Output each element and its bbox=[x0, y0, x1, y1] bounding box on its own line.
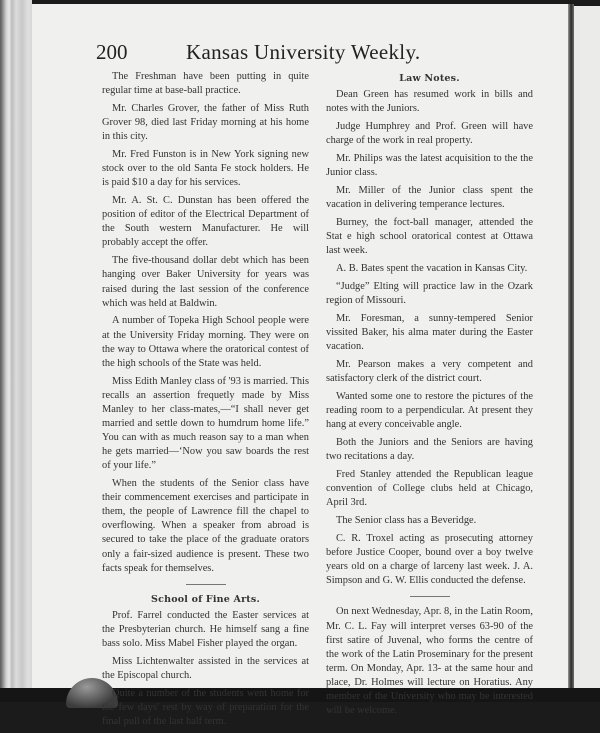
news-item: The five-thousand dollar debt which has been hanging over Baker University for years was raised during the last session of the conference which was held at Baldwin. bbox=[102, 255, 309, 309]
news-item: Mr. Miller of the Junior class spent the vacation in delivering temperance lectures. bbox=[326, 185, 533, 211]
news-item: Fred Stanley attended the Republican league convention of College clubs held at Chicago, April 3rd. bbox=[326, 469, 533, 509]
news-item: Judge Humphrey and Prof. Green will have charge of the work in real property. bbox=[326, 121, 533, 147]
news-item: When the students of the Senior class have their commencement exercises and participate in them, the people of Lawrence fill the chapel to overflowing. When a speaker from abroad is secured to take the place of the graduate orators only a fair-sized audience is present. These two facts speak for themselves. bbox=[102, 478, 309, 574]
news-item: The Senior class has a Beveridge. bbox=[336, 515, 477, 527]
news-item: Mr. Philips was the latest acquisition to the the Junior class. bbox=[326, 153, 533, 179]
news-item: Miss Lichtenwalter assisted in the services at the Episcopal church. bbox=[102, 655, 309, 682]
section-heading-fine-arts: School of Fine Arts. bbox=[151, 593, 260, 605]
news-item: Mr. Charles Grover, the father of Miss Ruth Grover 98, died last Friday morning at his home in this city. bbox=[102, 102, 309, 143]
book-page-edges bbox=[0, 0, 32, 702]
section-divider bbox=[186, 584, 226, 585]
news-item: Mr. Fred Funston is in New York signing new stock over to the old Santa Fe stock holders. He is paid $10 a day for his services. bbox=[102, 149, 309, 189]
left-column bbox=[102, 70, 309, 733]
page-header bbox=[96, 40, 536, 70]
news-item: C. R. Troxel acting as prosecuting attorney before Justice Cooper, bound over a boy twelve years old on a charge of larceny last week. J. A. Simpson and G. W. Ellis conducted the defense. bbox=[326, 533, 533, 587]
section-divider bbox=[410, 596, 450, 597]
facing-page-edge bbox=[574, 6, 600, 690]
news-item: “Judge” Elting will practice law in the Ozark region of Missouri. bbox=[326, 281, 533, 307]
page-number: 200 bbox=[96, 40, 128, 64]
news-item: Quite a number of the students went home for the few days' rest by way of preparation for the final pull of the last half term. bbox=[102, 687, 309, 728]
news-item: A. B. Bates spent the vacation in Kansas City. bbox=[336, 263, 528, 275]
news-item: Mr. Foresman, a sunny-tempered Senior vissited Baker, his alma mater during the Easter vacation. bbox=[326, 312, 533, 353]
right-column bbox=[326, 70, 533, 722]
news-item: Mr. A. St. C. Dunstan has been offered the position of editor of the Electrical Department of the South western Manufacturer. He will probably accept the offer. bbox=[102, 195, 309, 249]
latin-notice: On next Wednesday, Apr. 8, in the Latin Room, Mr. C. L. Fay will interpret verses 63-90 of the first satire of Juvenal, who forms the centre of the work of the Latin Proseminary for the present term. On Monday, Apr. 13- at the same hour and place, Dr. Holmes will lecture on Horatius. Any member of the University who may be interested will be welcome. bbox=[326, 606, 533, 717]
news-item: Miss Edith Manley class of '93 is married. This recalls an assertion frequetly made by Miss Manley to her class-mates,—“I shall never get married and settle down to humdrum home life.” You can with as much reason say to a man when he gets married—‘Now you saw boards the rest of your life.” bbox=[102, 375, 309, 472]
news-item: Wanted some one to restore the pictures of the reading room to a perpendicular. At present they hang at every conceivable angle. bbox=[326, 391, 533, 431]
news-item: A number of Topeka High School people were at the University Friday morning. They were on the way to Ottawa where the oratorical contest of the high schools of the State was held. bbox=[102, 315, 309, 369]
news-item: Mr. Pearson makes a very competent and satisfactory clerk of the district court. bbox=[326, 359, 533, 385]
news-item: Both the Juniors and the Seniors are having two recitations a day. bbox=[326, 437, 533, 463]
news-item: The Freshman have been putting in quite regular time at base-ball practice. bbox=[102, 71, 309, 97]
news-item: Dean Green has resumed work in bills and notes with the Juniors. bbox=[326, 89, 533, 115]
news-item: Burney, the foct-ball manager, attended the Stat e high school oratorical contest at Ottawa last week. bbox=[326, 217, 533, 257]
journal-title: Kansas University Weekly. bbox=[186, 40, 421, 64]
news-item: Prof. Farrel conducted the Easter services at the Presbyterian church. He himself sang a fine bass solo. Miss Mabel Fisher played the organ. bbox=[102, 609, 309, 650]
section-heading-law-notes: Law Notes. bbox=[399, 73, 460, 84]
